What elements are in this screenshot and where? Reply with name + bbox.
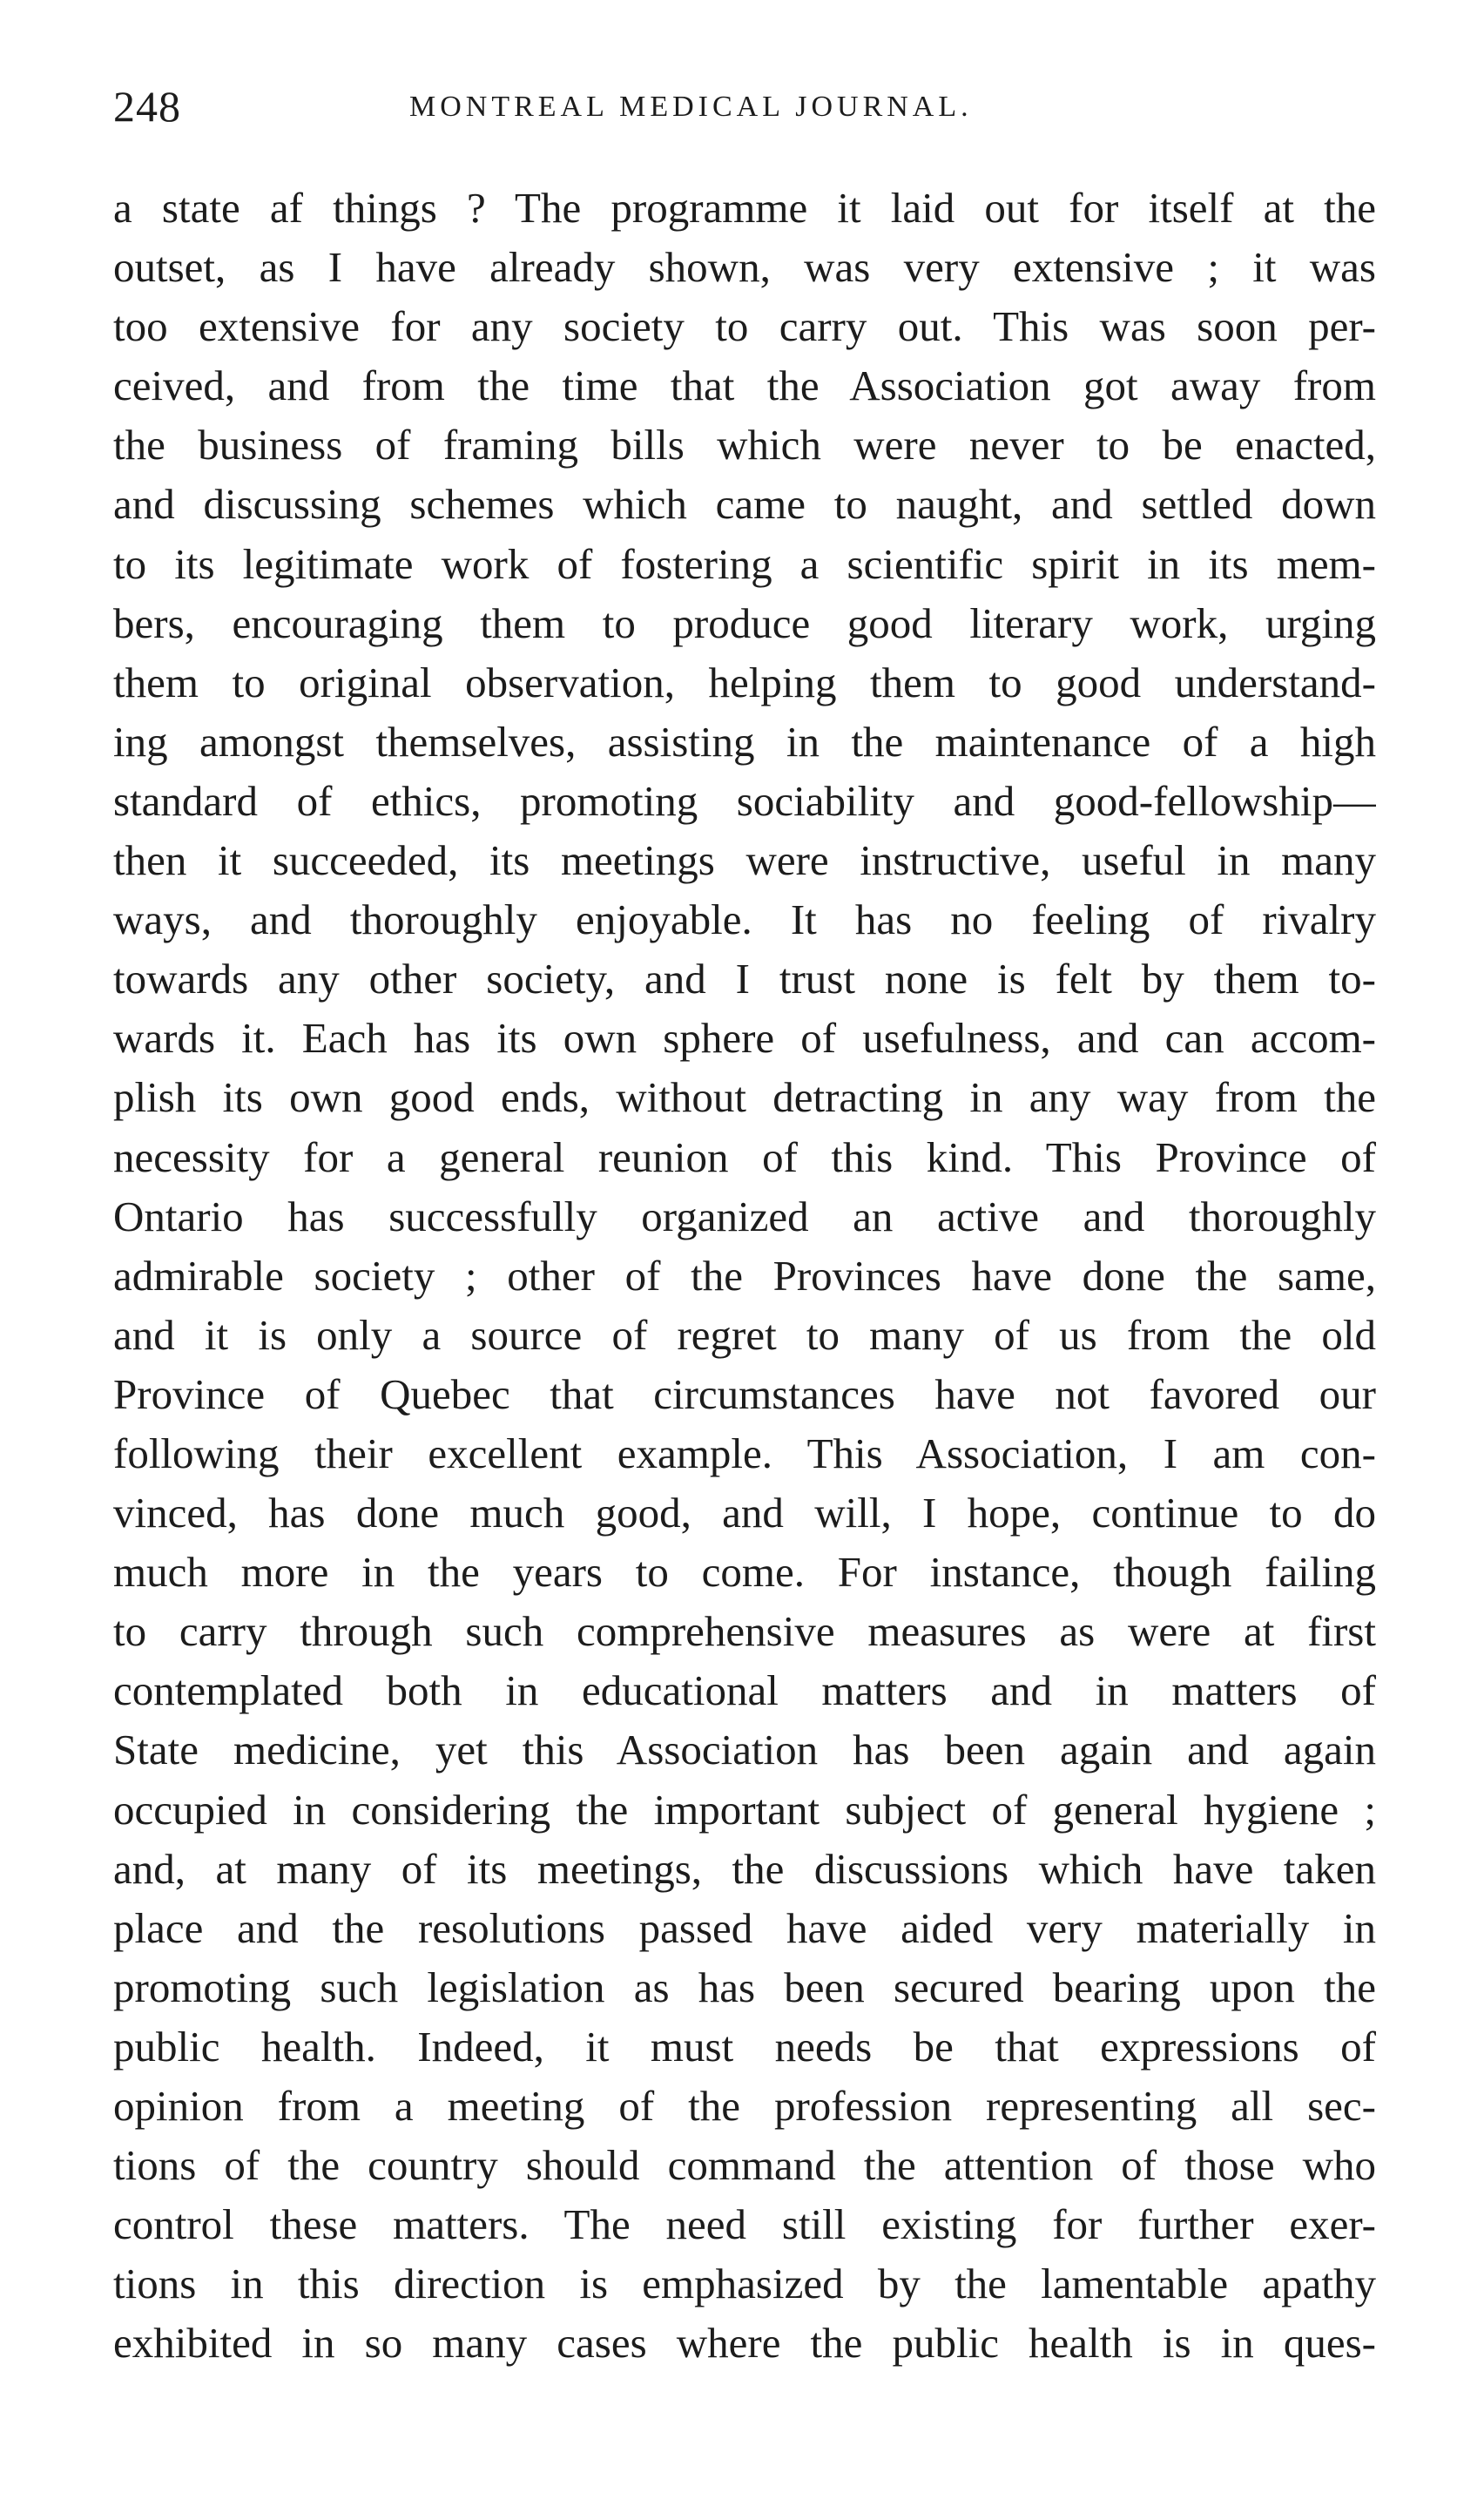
- text-line: much more in the years to come. For instance, though failing: [113, 1548, 1376, 1597]
- text-line: following their excellent example. This Association, I am con-: [113, 1429, 1376, 1477]
- body-text: [113, 179, 1376, 2373]
- text-line: exhibited in so many cases where the public health is in ques-: [113, 2319, 1376, 2368]
- text-line: outset, as I have already shown, was very extensive ; it was: [113, 243, 1376, 292]
- text-line: to its legitimate work of fostering a scientific spirit in its mem-: [113, 539, 1376, 588]
- text-line: vinced, has done much good, and will, I hope, continue to do: [113, 1489, 1376, 1537]
- text-line: the business of framing bills which were never to be enacted,: [113, 421, 1376, 470]
- text-line: public health. Indeed, it must needs be that expressions of: [113, 2022, 1376, 2071]
- text-line: tions of the country should command the attention of those who: [113, 2141, 1376, 2190]
- text-line: wards it. Each has its own sphere of usefulness, and can accom-: [113, 1014, 1376, 1063]
- text-line: them to original observation, helping them to good understand-: [113, 658, 1376, 706]
- text-line: tions in this direction is emphasized by the lamentable apathy: [113, 2260, 1376, 2308]
- text-line: towards any other society, and I trust none is felt by them to-: [113, 955, 1376, 1003]
- text-line: admirable society ; other of the Provinces have done the same,: [113, 1251, 1376, 1300]
- text-line: and discussing schemes which came to naught, and settled down: [113, 480, 1376, 529]
- journal-title: MONTREAL MEDICAL JOURNAL.: [409, 91, 973, 123]
- text-line: and it is only a source of regret to many of us from the old: [113, 1310, 1376, 1359]
- text-line: contemplated both in educational matters and in matters of: [113, 1666, 1376, 1715]
- text-line: Province of Quebec that circumstances have not favored our: [113, 1369, 1376, 1418]
- text-line: bers, encouraging them to produce good literary work, urging: [113, 598, 1376, 647]
- text-line: then it succeeded, its meetings were instructive, useful in many: [113, 836, 1376, 885]
- text-line: place and the resolutions passed have aided very materially in: [113, 1903, 1376, 1952]
- text-line: opinion from a meeting of the profession representing all sec-: [113, 2082, 1376, 2130]
- text-line: promoting such legislation as has been secured bearing upon the: [113, 1963, 1376, 2011]
- running-head: [113, 80, 1376, 132]
- text-line: State medicine, yet this Association has been again and again: [113, 1726, 1376, 1774]
- text-line: occupied in considering the important subject of general hygiene ;: [113, 1785, 1376, 1834]
- text-line: standard of ethics, promoting sociability and good-fellowship—: [113, 776, 1376, 825]
- text-line: control these matters. The need still existing for further exer-: [113, 2200, 1376, 2249]
- page-number: 248: [113, 82, 181, 131]
- text-line: a state af things ? The programme it laid out for itself at the: [113, 184, 1376, 232]
- text-line: ing amongst themselves, assisting in the maintenance of a high: [113, 717, 1376, 766]
- text-line: and, at many of its meetings, the discussions which have taken: [113, 1844, 1376, 1893]
- text-line: Ontario has successfully organized an active and thoroughly: [113, 1192, 1376, 1240]
- text-line: necessity for a general reunion of this kind. This Province of: [113, 1132, 1376, 1181]
- text-line: ways, and thoroughly enjoyable. It has no feeling of rivalry: [113, 895, 1376, 944]
- text-line: too extensive for any society to carry out. This was soon per-: [113, 302, 1376, 351]
- text-line: plish its own good ends, without detracting in any way from the: [113, 1073, 1376, 1122]
- text-line: ceived, and from the time that the Association got away from: [113, 361, 1376, 410]
- text-line: to carry through such comprehensive measures as were at first: [113, 1607, 1376, 1656]
